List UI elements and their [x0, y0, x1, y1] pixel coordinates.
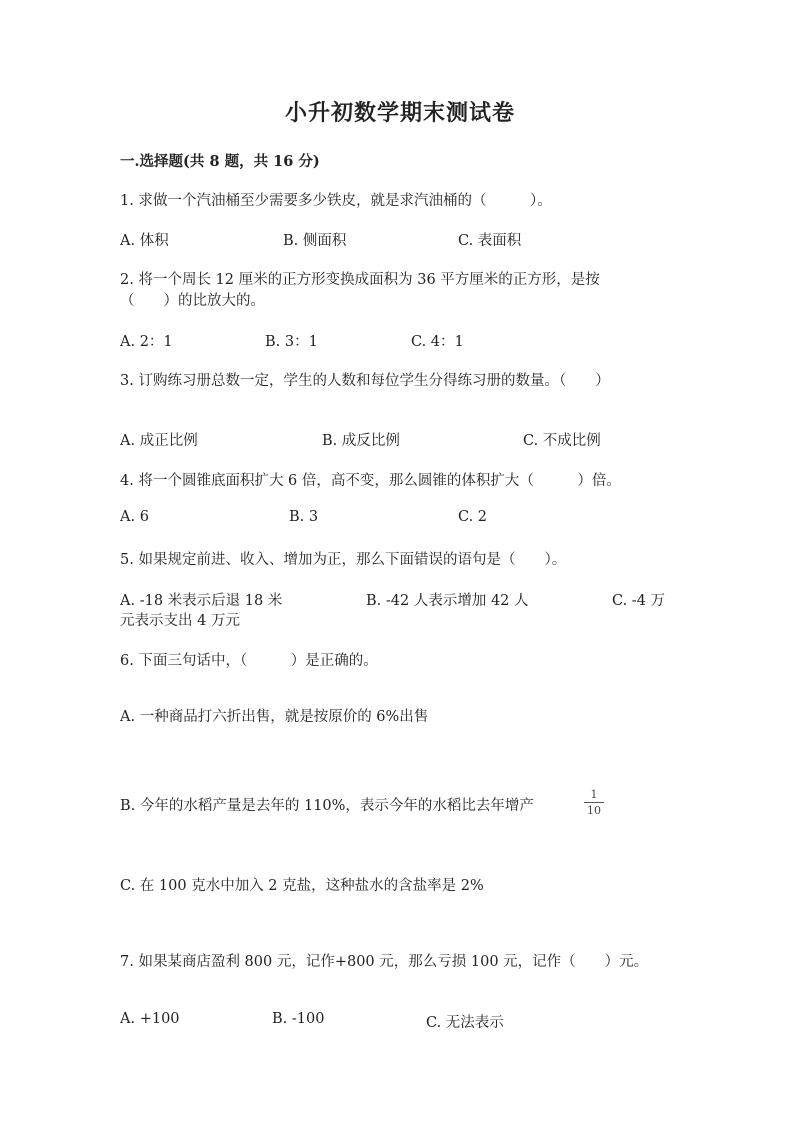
question-1-stem: 1. 求做一个汽油桶至少需要多少铁皮，就是求汽油桶的（ ）。	[120, 193, 552, 209]
question-3-option-b: B. 成反比例	[322, 433, 400, 449]
question-2-option-a: A. 2：1	[120, 334, 173, 350]
section-heading: 一.选择题(共 8 题，共 16 分)	[120, 153, 320, 170]
fraction-numerator: 1	[590, 788, 598, 801]
page-title: 小升初数学期末测试卷	[284, 100, 515, 126]
question-6-option-b: B. 今年的水稻产量是去年的 110%，表示今年的水稻比去年增产	[120, 798, 534, 814]
question-5-option-c-continued: 元表示支出 4 万元	[120, 613, 240, 629]
question-5-option-b: B. -42 人表示增加 42 人	[366, 593, 529, 609]
question-4-option-b: B. 3	[289, 509, 319, 525]
question-6-stem: 6. 下面三句话中，（ ）是正确的。	[120, 653, 378, 669]
question-1-option-a: A. 体积	[120, 233, 169, 249]
question-5-option-c: C. -4 万	[612, 593, 666, 609]
question-6-option-a: A. 一种商品打六折出售，就是按原价的 6%出售	[120, 709, 429, 725]
question-2-option-b: B. 3：1	[265, 334, 318, 350]
question-1-option-c: C. 表面积	[458, 233, 522, 249]
question-7-option-b: B. -100	[272, 1011, 325, 1027]
question-5-option-a: A. -18 米表示后退 18 米	[120, 593, 283, 609]
question-4-option-c: C. 2	[458, 509, 488, 525]
question-7-stem: 7. 如果某商店盈利 800 元，记作+800 元，那么亏损 100 元，记作（ ）元。	[120, 954, 649, 970]
question-5-stem: 5. 如果规定前进、收入、增加为正，那么下面错误的语句是（ ）。	[120, 552, 567, 568]
question-4-option-a: A. 6	[120, 509, 149, 525]
fraction-one-tenth	[581, 788, 607, 817]
question-3-stem: 3. 订购练习册总数一定，学生的人数和每位学生分得练习册的数量。（ ）	[120, 373, 610, 389]
fraction-denominator: 10	[587, 804, 601, 817]
question-4-stem: 4. 将一个圆锥底面积扩大 6 倍，高不变，那么圆锥的体积扩大（ ）倍。	[120, 473, 621, 489]
question-2-stem-line1: 2. 将一个周长 12 厘米的正方形变换成面积为 36 平方厘米的正方形，是按	[120, 272, 600, 288]
question-2-stem-line2: （ ）的比放大的。	[120, 293, 265, 309]
question-2-option-c: C. 4：1	[411, 334, 464, 350]
fraction-bar	[584, 802, 604, 803]
question-1-option-b: B. 侧面积	[283, 233, 347, 249]
question-7-option-c: C. 无法表示	[426, 1015, 504, 1031]
question-3-option-a: A. 成正比例	[120, 433, 198, 449]
question-7-option-a: A. +100	[120, 1011, 180, 1027]
question-6-option-c: C. 在 100 克水中加入 2 克盐，这种盐水的含盐率是 2%	[120, 878, 484, 894]
question-3-option-c: C. 不成比例	[523, 433, 601, 449]
